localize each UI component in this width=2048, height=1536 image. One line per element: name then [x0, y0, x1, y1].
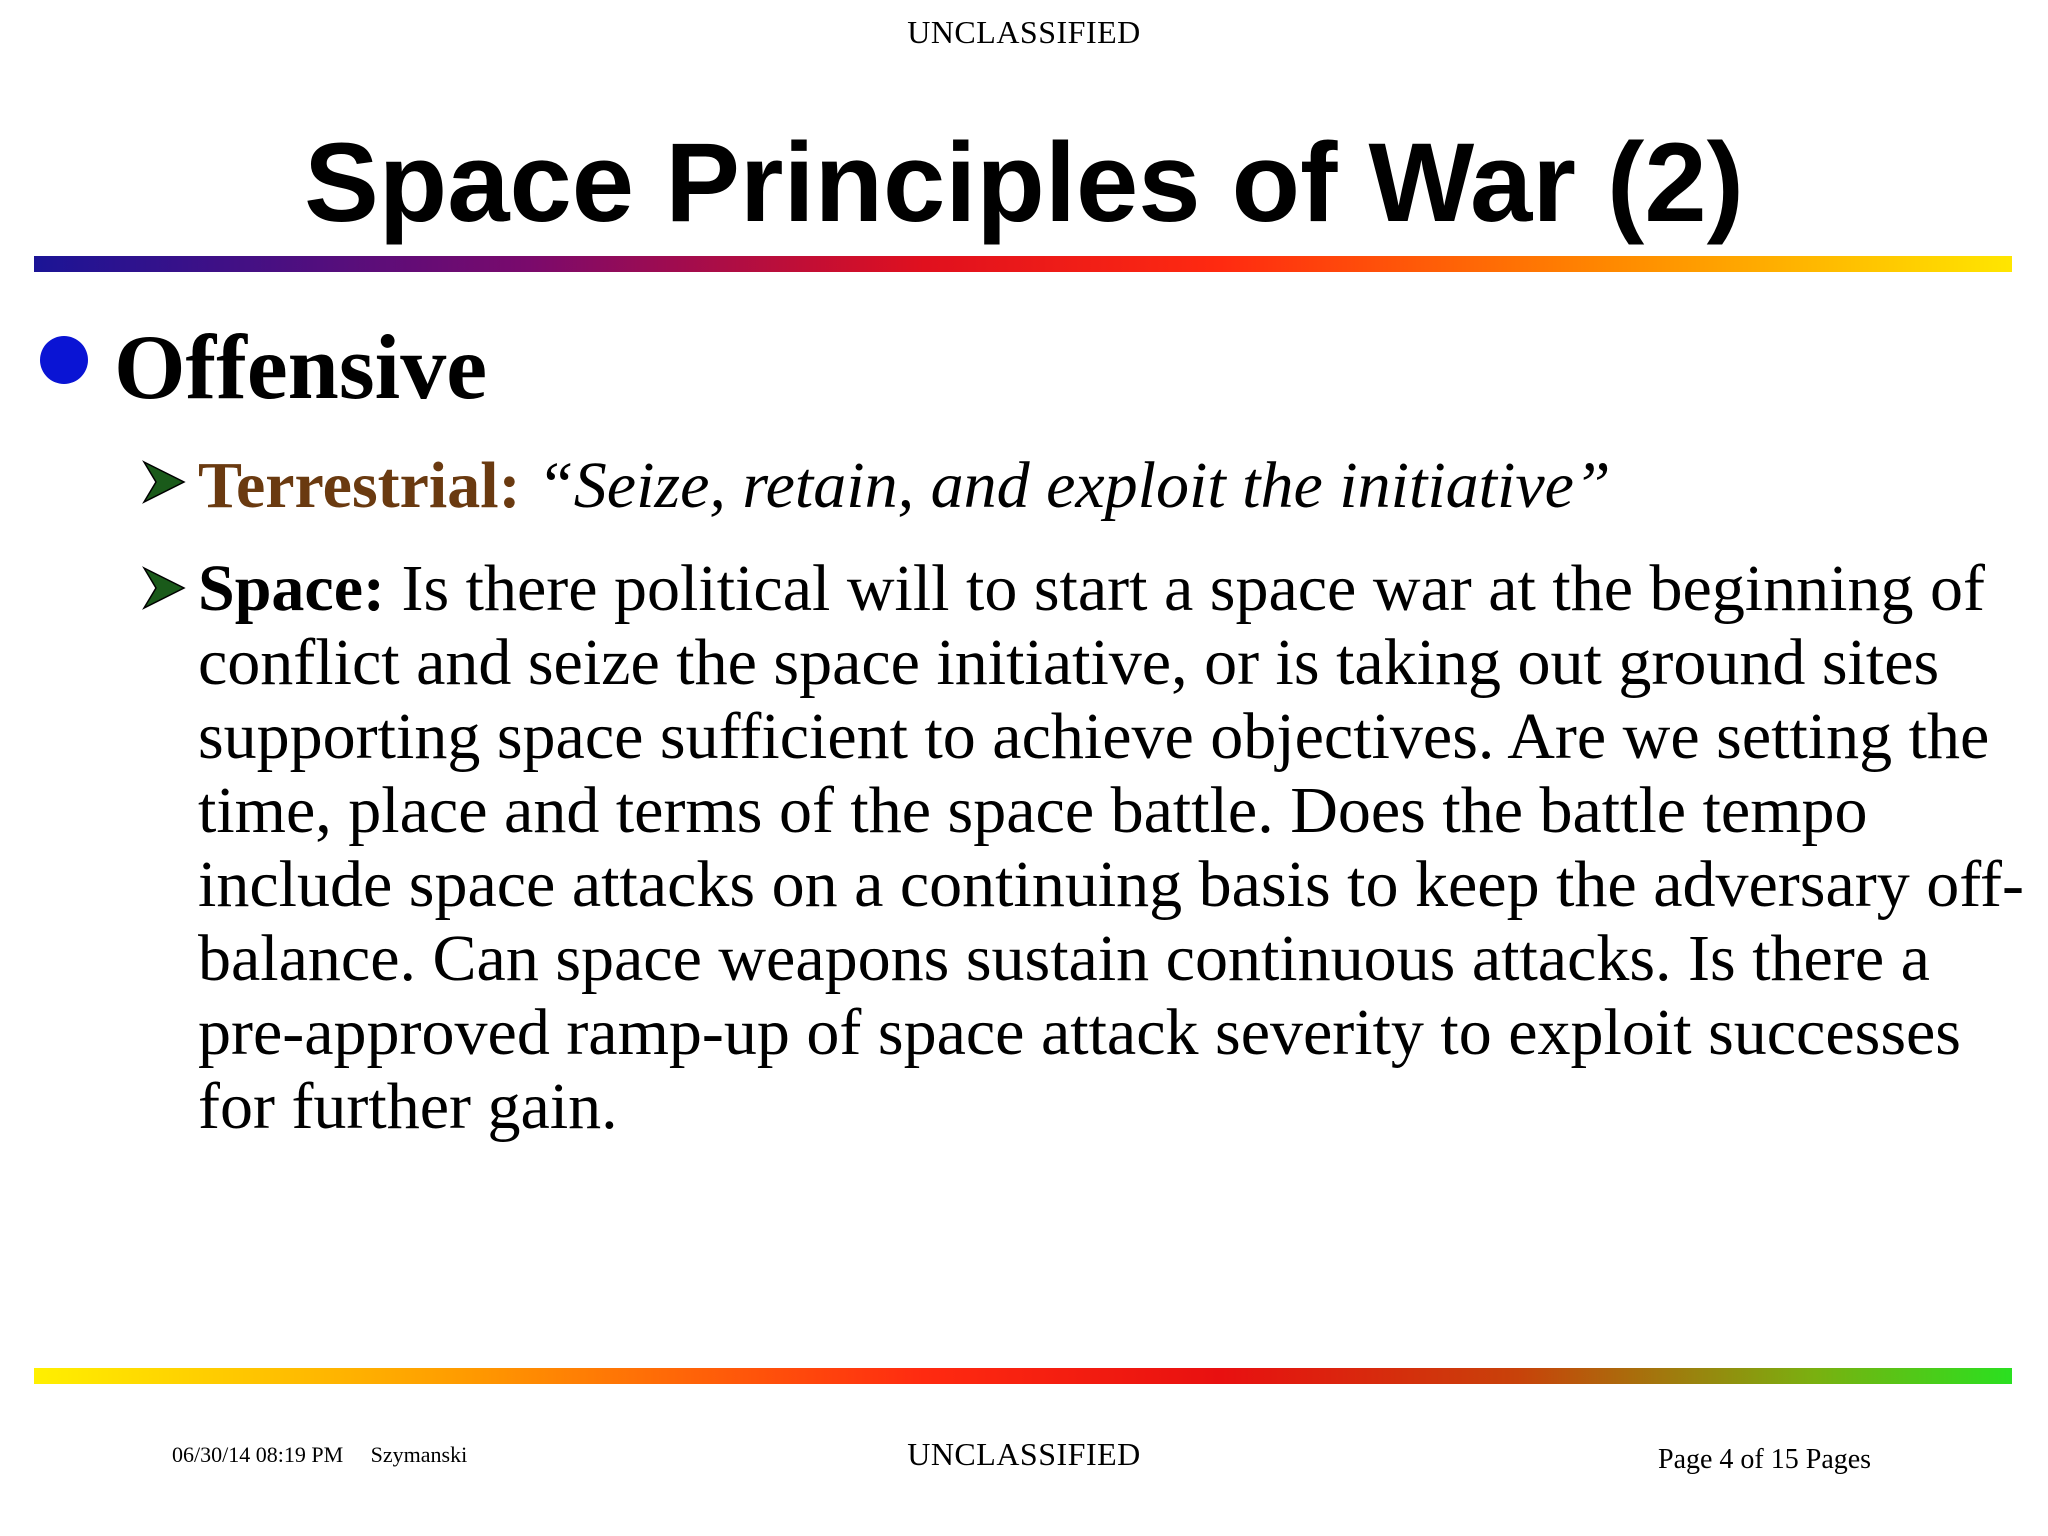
top-gradient-divider	[34, 256, 2012, 272]
slide-content	[36, 316, 2024, 1144]
terrestrial-label: Terrestrial:	[198, 449, 521, 522]
footer-author: Szymanski	[370, 1442, 468, 1467]
footer-datetime: 06/30/14 08:19 PM	[172, 1442, 344, 1467]
space-text: Is there political will to start a space war at the beginning of conflict and seize the space initiative, or is taking out ground sites supporting space sufficient to achieve objectives. Are we setting the time, place and terms of the space battle. Does the battle tempo include space attacks on a continuing basis to keep the adversary off-balance. Can space weapons sustain continuous attacks. Is there a pre-approved ramp-up of space attack severity to exploit successes for further gain.	[198, 552, 2024, 1143]
space-label: Space:	[198, 552, 385, 625]
slide-title: Space Principles of War (2)	[304, 120, 1744, 245]
filled-circle-bullet-icon	[40, 336, 88, 384]
arrowhead-bullet-icon	[140, 458, 188, 506]
bottom-gradient-divider	[34, 1368, 2012, 1384]
arrowhead-bullet-icon	[140, 564, 188, 612]
classification-footer: UNCLASSIFIED	[907, 1436, 1141, 1472]
sub-bullet-space	[140, 552, 2028, 1144]
classification-header: UNCLASSIFIED	[907, 14, 1141, 50]
sub-bullet-terrestrial	[140, 446, 2016, 526]
terrestrial-quote: “Seize, retain, and exploit the initiative”	[537, 449, 1611, 522]
bullet-heading: Offensive	[114, 316, 488, 418]
page-number: Page 4 of 15 Pages	[1658, 1444, 1872, 1475]
bullet-offensive	[36, 318, 2016, 428]
